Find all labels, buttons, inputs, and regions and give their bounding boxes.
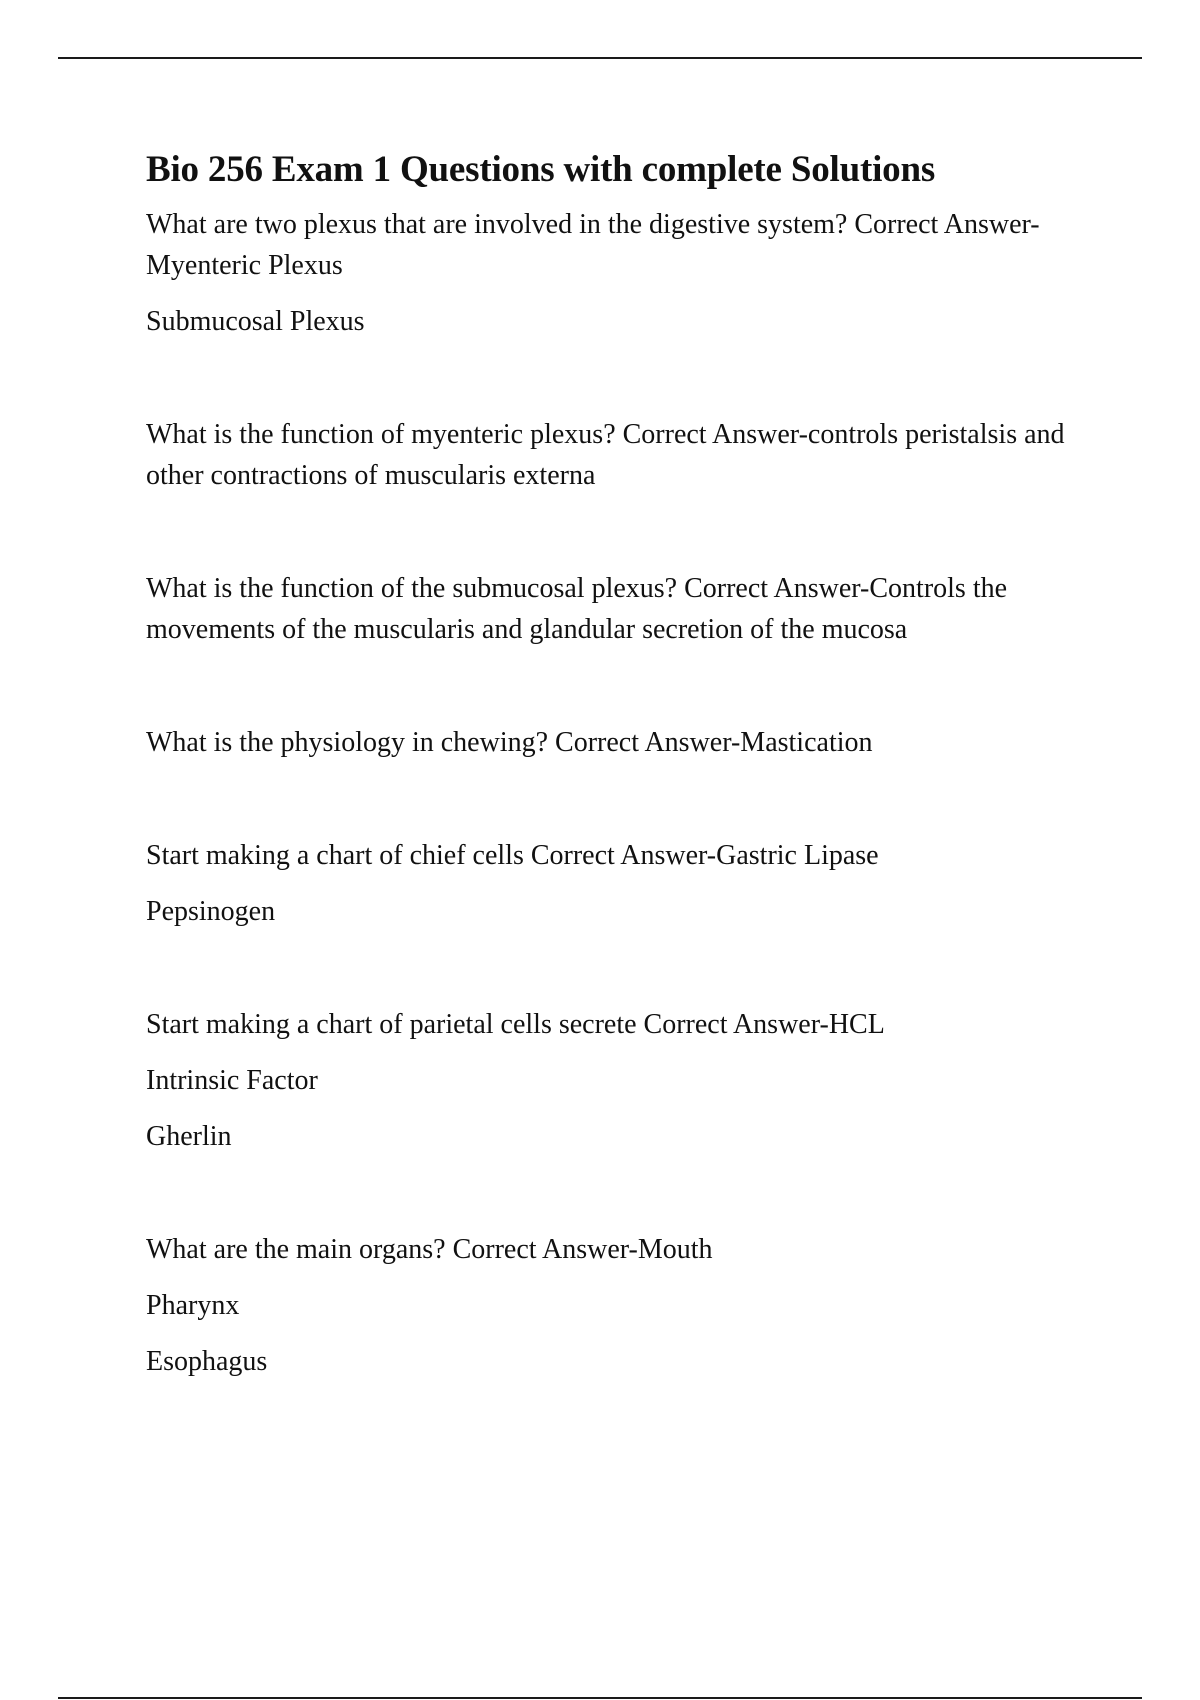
qa-item (146, 204, 1106, 342)
qa-answer-line: Submucosal Plexus (146, 306, 365, 337)
footer-rule (58, 1697, 1142, 1699)
qa-item (146, 1229, 1106, 1382)
document-title: Bio 256 Exam 1 Questions with complete Solutions (146, 149, 936, 190)
qa-answer-line: Intrinsic Factor (146, 1065, 318, 1096)
qa-text: What is the function of myenteric plexus? Correct Answer-controls peristalsis and other contractions of muscularis externa (146, 419, 1065, 491)
qa-text: What are two plexus that are involved in the digestive system? Correct Answer-Myenteric Plexus (146, 209, 1040, 281)
document-body (146, 138, 1106, 1382)
qa-item (146, 1004, 1106, 1157)
qa-item (146, 568, 1106, 650)
qa-text: What is the function of the submucosal plexus? Correct Answer-Controls the movements of the muscularis and glandular secretion of the mucosa (146, 573, 1008, 645)
qa-item (146, 414, 1106, 496)
qa-answer-line: Gherlin (146, 1121, 232, 1152)
qa-text: Start making a chart of parietal cells secrete Correct Answer-HCL (146, 1009, 885, 1040)
qa-text: Start making a chart of chief cells Correct Answer-Gastric Lipase (146, 840, 879, 871)
qa-text: What are the main organs? Correct Answer-Mouth (146, 1234, 713, 1265)
header-rule (58, 57, 1142, 59)
qa-item (146, 722, 1106, 763)
qa-answer-line: Esophagus (146, 1346, 268, 1377)
qa-item (146, 835, 1106, 932)
qa-answer-line: Pepsinogen (146, 896, 276, 927)
qa-answer-line: Pharynx (146, 1290, 240, 1321)
qa-text: What is the physiology in chewing? Correct Answer-Mastication (146, 727, 873, 758)
